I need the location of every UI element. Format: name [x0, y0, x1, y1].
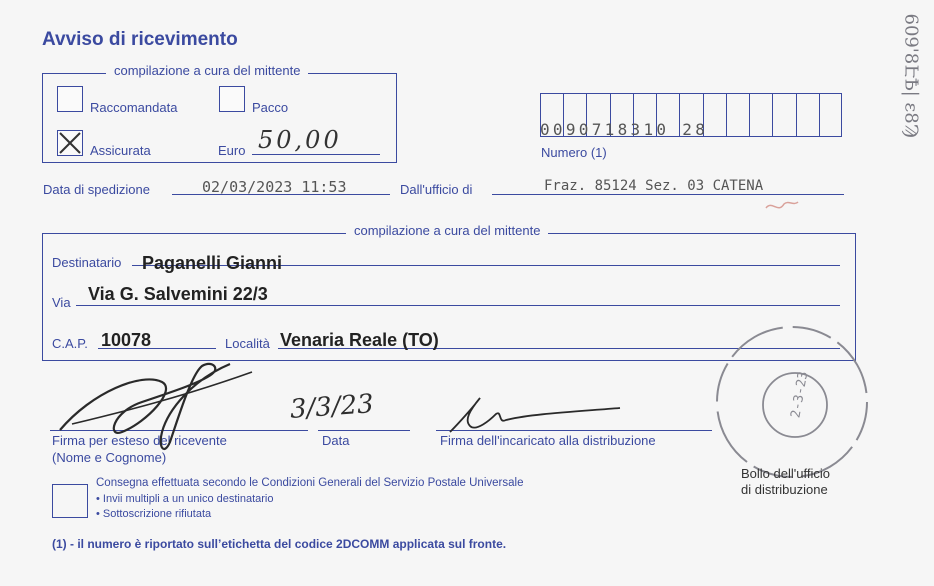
side-handwriting-area	[896, 8, 926, 168]
via-value: Via G. Salvemini 22/3	[88, 284, 268, 304]
recipient-signature	[52, 352, 272, 462]
footnote: (1) - il numero è riportato sull’etichetta del codice 2DCOMM applicata sul fronte.	[52, 537, 507, 551]
assicurata-checkbox[interactable]	[57, 130, 83, 156]
localita-label: Località	[225, 336, 270, 351]
assicurata-label: Assicurata	[90, 143, 151, 158]
pink-ink-mark	[762, 196, 802, 216]
numero-digits: 0090718310 28	[540, 120, 709, 139]
checkmark-x-icon	[58, 131, 82, 155]
data-line	[318, 430, 410, 431]
data-spedizione-label: Data di spedizione	[43, 182, 150, 197]
ufficio-label: Dall'ufficio di	[400, 182, 473, 197]
bollo-label-1: Bollo dell'ufficio	[741, 466, 830, 481]
handwritten-date: 3/3/23	[289, 389, 375, 425]
localita-value: Venaria Reale (TO)	[280, 330, 439, 350]
ufficio-underline	[492, 194, 844, 195]
svg-text:2-3-23: 2-3-23	[788, 370, 812, 420]
destinatario-value: Paganelli Gianni	[142, 253, 283, 273]
bollo-label-2: di distribuzione	[741, 482, 828, 497]
numero-label: Numero (1)	[541, 145, 607, 160]
destinatario-label: Destinatario	[52, 255, 122, 270]
bullet-invii-multipli: • Invii multipli a un unico destinatario	[96, 493, 274, 505]
euro-label: Euro	[218, 143, 246, 158]
form-title: Avviso di ricevimento	[42, 29, 238, 50]
side-handwriting: 609'8ԷҌ| ԑ8Ϡ	[900, 13, 922, 138]
euro-underline	[252, 154, 380, 155]
courier-signature	[440, 392, 640, 442]
data-spedizione-value: 02/03/2023 11:53	[202, 178, 347, 196]
pacco-label: Pacco	[252, 100, 289, 115]
euro-handwritten-value: 50,00	[258, 126, 342, 154]
firma-ricevente-label: Firma per esteso del ricevente	[52, 433, 227, 448]
ufficio-value: Fraz. 85124 Sez. 03 CATENA	[544, 178, 764, 194]
firma-incaricato-label: Firma dell'incaricato alla distribuzione	[440, 433, 656, 448]
cap-value: 10078	[101, 330, 152, 350]
via-underline	[76, 305, 840, 306]
consegna-checkbox[interactable]	[52, 484, 88, 518]
data-label: Data	[322, 433, 350, 448]
nome-cognome-label: (Nome e Cognome)	[52, 450, 167, 465]
consegna-text: Consegna effettuata secondo le Condizioni Generali del Servizio Postale Universale	[96, 477, 524, 489]
cap-label: C.A.P.	[52, 336, 88, 351]
pacco-checkbox[interactable]	[219, 86, 245, 112]
sender-section-legend: compilazione a cura del mittente	[106, 63, 308, 78]
bullet-sottoscrizione: • Sottoscrizione rifiutata	[96, 508, 212, 520]
recipient-section-legend: compilazione a cura del mittente	[346, 223, 548, 238]
via-label: Via	[52, 295, 71, 310]
postmark-stamp	[707, 317, 877, 487]
raccomandata-label: Raccomandata	[90, 100, 178, 115]
raccomandata-checkbox[interactable]	[57, 86, 83, 112]
